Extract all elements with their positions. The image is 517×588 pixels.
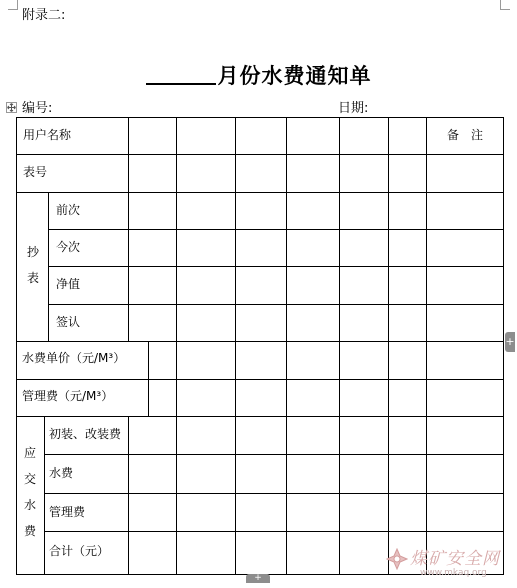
add-row-icon[interactable]: + — [246, 574, 270, 583]
date-label: 日期: — [338, 101, 369, 116]
payable-row-label: 水费 — [49, 466, 74, 480]
table-move-icon[interactable] — [6, 102, 17, 113]
watermark-text: 煤矿安全网 — [410, 549, 500, 569]
remark-label: 备 注 — [446, 128, 483, 142]
notice-table — [16, 117, 504, 575]
unit-price-label: 水费单价（元/M³） — [22, 351, 126, 365]
add-column-icon[interactable]: + — [505, 332, 515, 352]
payable-row-label: 初装、改装费 — [49, 427, 122, 441]
meter-no-label: 表号 — [23, 165, 48, 179]
payable-row-label: 管理费 — [49, 505, 86, 519]
page-corner-mark — [500, 0, 510, 10]
watermark-logo-icon — [386, 548, 408, 570]
reading-row-label: 净值 — [56, 277, 81, 291]
user-name-label: 用户名称 — [23, 128, 72, 142]
page-corner-mark — [8, 0, 18, 10]
appendix-label: 附录二: — [22, 8, 66, 23]
document-title — [0, 60, 517, 90]
meter-reading-group-label: 抄表 — [26, 245, 39, 285]
reading-row-label: 今次 — [56, 240, 81, 254]
reading-row-label: 签认 — [56, 315, 81, 329]
payable-group-label: 应交水费 — [23, 446, 36, 538]
payable-row-label: 合计（元） — [49, 544, 110, 558]
watermark-url: www.mkaq.org — [420, 568, 487, 578]
title-text: 月份水费通知单 — [217, 64, 372, 88]
management-fee-label: 管理费（元/M³） — [22, 389, 114, 403]
month-blank-line — [146, 83, 216, 85]
reading-row-label: 前次 — [56, 203, 81, 217]
number-label: 编号: — [22, 101, 53, 116]
